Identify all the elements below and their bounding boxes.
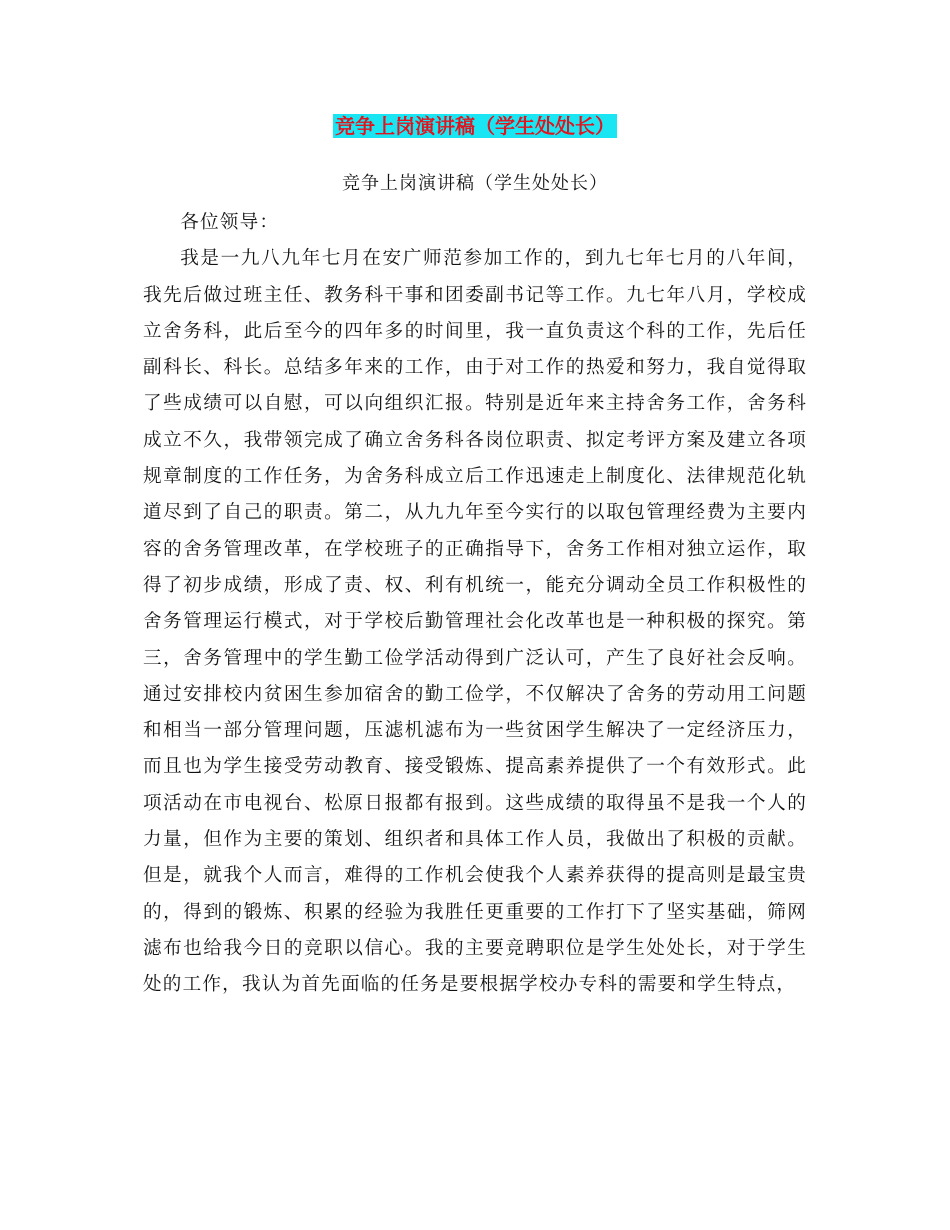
salutation: 各位领导： <box>180 212 280 233</box>
body-paragraph: 我是一九八九年七月在安广师范参加工作的，到九七年七月的八年间，我先后做过班主任、教务科干事和团委副书记等工作。九七年八月，学校成立舍务科，此后至今的四年多的时间里，我一直负责这个科的工作，先后任副科长、科长。总结多年来的工作，由于对工作的热爱和努力，我自觉得取了些成绩可以自慰，可以向组织汇报。特别是近年来主持舍务工作，舍务科成立不久，我带领完成了确立舍务科各岗位职责、拟定考评方案及建立各项规章制度的工作任务，为舍务科成立后工作迅速走上制度化、法律规范化轨道尽到了自己的职责。第二，从九九年至今实行的以取包管理经费为主要内容的舍务管理改革，在学校班子的正确指导下，舍务工作相对独立运作，取得了初步成绩，形成了责、权、利有机统一，能充分调动全员工作积极性的舍务管理运行模式，对于学校后勤管理社会化改革也是一种积极的探究。第三，舍务管理中的学生勤工俭学活动得到广泛认可，产生了良好社会反响。通过安排校内贫困生参加宿舍的勤工俭学，不仅解决了舍务的劳动用工问题和相当一部分管理问题，压滤机滤布为一些贫困学生解决了一定经济压力，而且也为学生接受劳动教育、接受锻炼、提高素养提供了一个有效形式。此项活动在市电视台、松原日报都有报到。这些成绩的取得虽不是我一个人的力量，但作为主要的策划、组织者和具体工作人员，我做出了积极的贡献。但是，就我个人而言，难得的工作机会使我个人素养获得的提高则是最宝贵的，得到的锻炼、积累的经验为我胜任更重要的工作打下了坚实基础，筛网滤布也给我今日的竞职以信心。我的主要竞聘职位是学生处处长，对于学生处的工作，我认为首先面临的任务是要根据学校办专科的需要和学生特点， <box>143 248 807 996</box>
document-body <box>143 205 807 1004</box>
document-subtitle: 竞争上岗演讲稿（学生处处长） <box>342 173 608 194</box>
highlighted-title-text: 竞争上岗演讲稿（学生处处长） <box>335 114 615 138</box>
document-title <box>0 112 950 140</box>
